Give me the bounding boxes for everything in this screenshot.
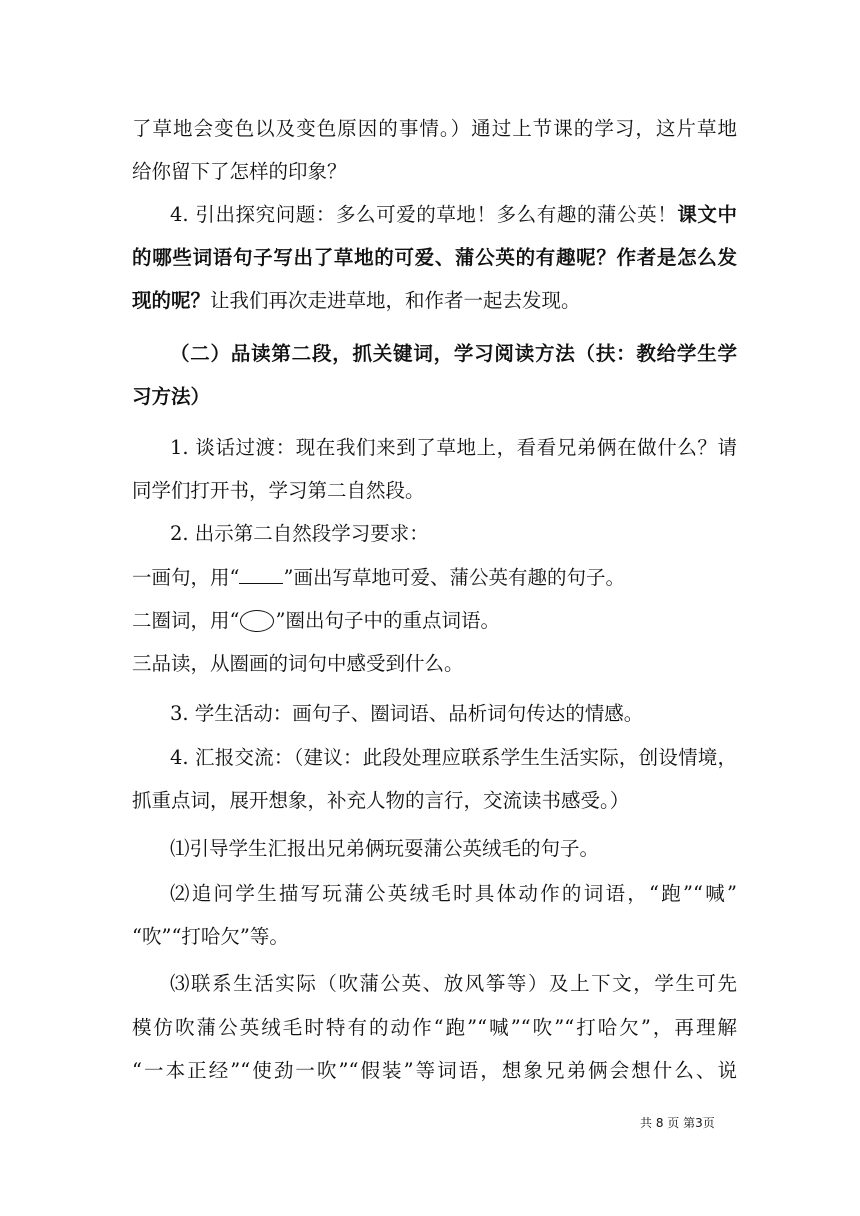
paragraph-line: 了草地会变色以及变色原因的事情。）通过上节课的学习，这片草地 <box>132 117 737 140</box>
paragraph-line-bold: 的哪些词语句子写出了草地的可爱、蒲公英的有趣呢？作者是怎么发 <box>132 246 737 269</box>
paragraph-line: “一本正经”“使劲一吹”“假装”等词语，想象兄弟俩会想什么、说 <box>132 1059 737 1082</box>
paragraph-line: ⑶联系生活实际（吹蒲公英、放风筝等）及上下文，学生可先 <box>170 972 737 995</box>
paragraph-line: 模仿吹蒲公英绒毛时特有的动作“跑”“喊”“吹”“打哈欠”，再理解 <box>132 1016 737 1039</box>
requirement-line <box>132 566 737 590</box>
paragraph-line: ⑵追问学生描写玩蒲公英绒毛时具体动作的词语，“跑”“喊” <box>170 882 737 905</box>
paragraph-line <box>132 289 737 313</box>
paragraph-line: 3. 学生活动：画句子、圈词语、品析词句传达的情感。 <box>170 702 644 725</box>
text-span: 4. 引出探究问题：多么可爱的草地！多么有趣的蒲公英！ <box>170 203 678 226</box>
paragraph-line: “吹”“打哈欠”等。 <box>132 925 289 948</box>
underline-blank <box>239 569 283 584</box>
bold-text-span: 课文中 <box>677 203 737 226</box>
text-span: 二圈词，用“ <box>132 609 240 632</box>
paragraph-line: ⑴引导学生汇报出兄弟俩玩耍蒲公英绒毛的句子。 <box>170 837 600 860</box>
text-span: 一画句，用“ <box>132 566 240 589</box>
paragraph-line: 1. 谈话过渡：现在我们来到了草地上，看看兄弟俩在做什么？请 <box>170 436 737 459</box>
section-heading-continued: 习方法） <box>132 385 211 408</box>
paragraph-line: 给你留下了怎样的印象？ <box>132 160 347 183</box>
paragraph-line: 2. 出示第二自然段学习要求： <box>170 522 429 545</box>
page-footer: 共 8 页 第3页 <box>640 1116 715 1130</box>
requirement-line: 三品读，从圈画的词句中感受到什么。 <box>132 652 464 675</box>
paragraph-line <box>170 203 737 227</box>
oval-circle-icon <box>240 610 274 632</box>
bold-text-span: 现的呢？ <box>132 289 211 312</box>
section-heading: （二）品读第二段，抓关键词，学习阅读方法（扶：教给学生学 <box>170 342 737 365</box>
text-span: ”圈出句子中的重点词语。 <box>275 609 500 632</box>
paragraph-line: 抓重点词，展开想象，补充人物的言行，交流读书感受。） <box>132 789 630 812</box>
text-span: ”画出写草地可爱、蒲公英有趣的句子。 <box>283 566 625 589</box>
text-span: 让我们再次走进草地，和作者一起去发现。 <box>210 289 581 312</box>
requirement-line <box>132 609 737 633</box>
paragraph-line: 同学们打开书，学习第二自然段。 <box>132 479 425 502</box>
paragraph-line: 4. 汇报交流：（建议：此段处理应联系学生生活实际，创设情境， <box>170 746 737 769</box>
